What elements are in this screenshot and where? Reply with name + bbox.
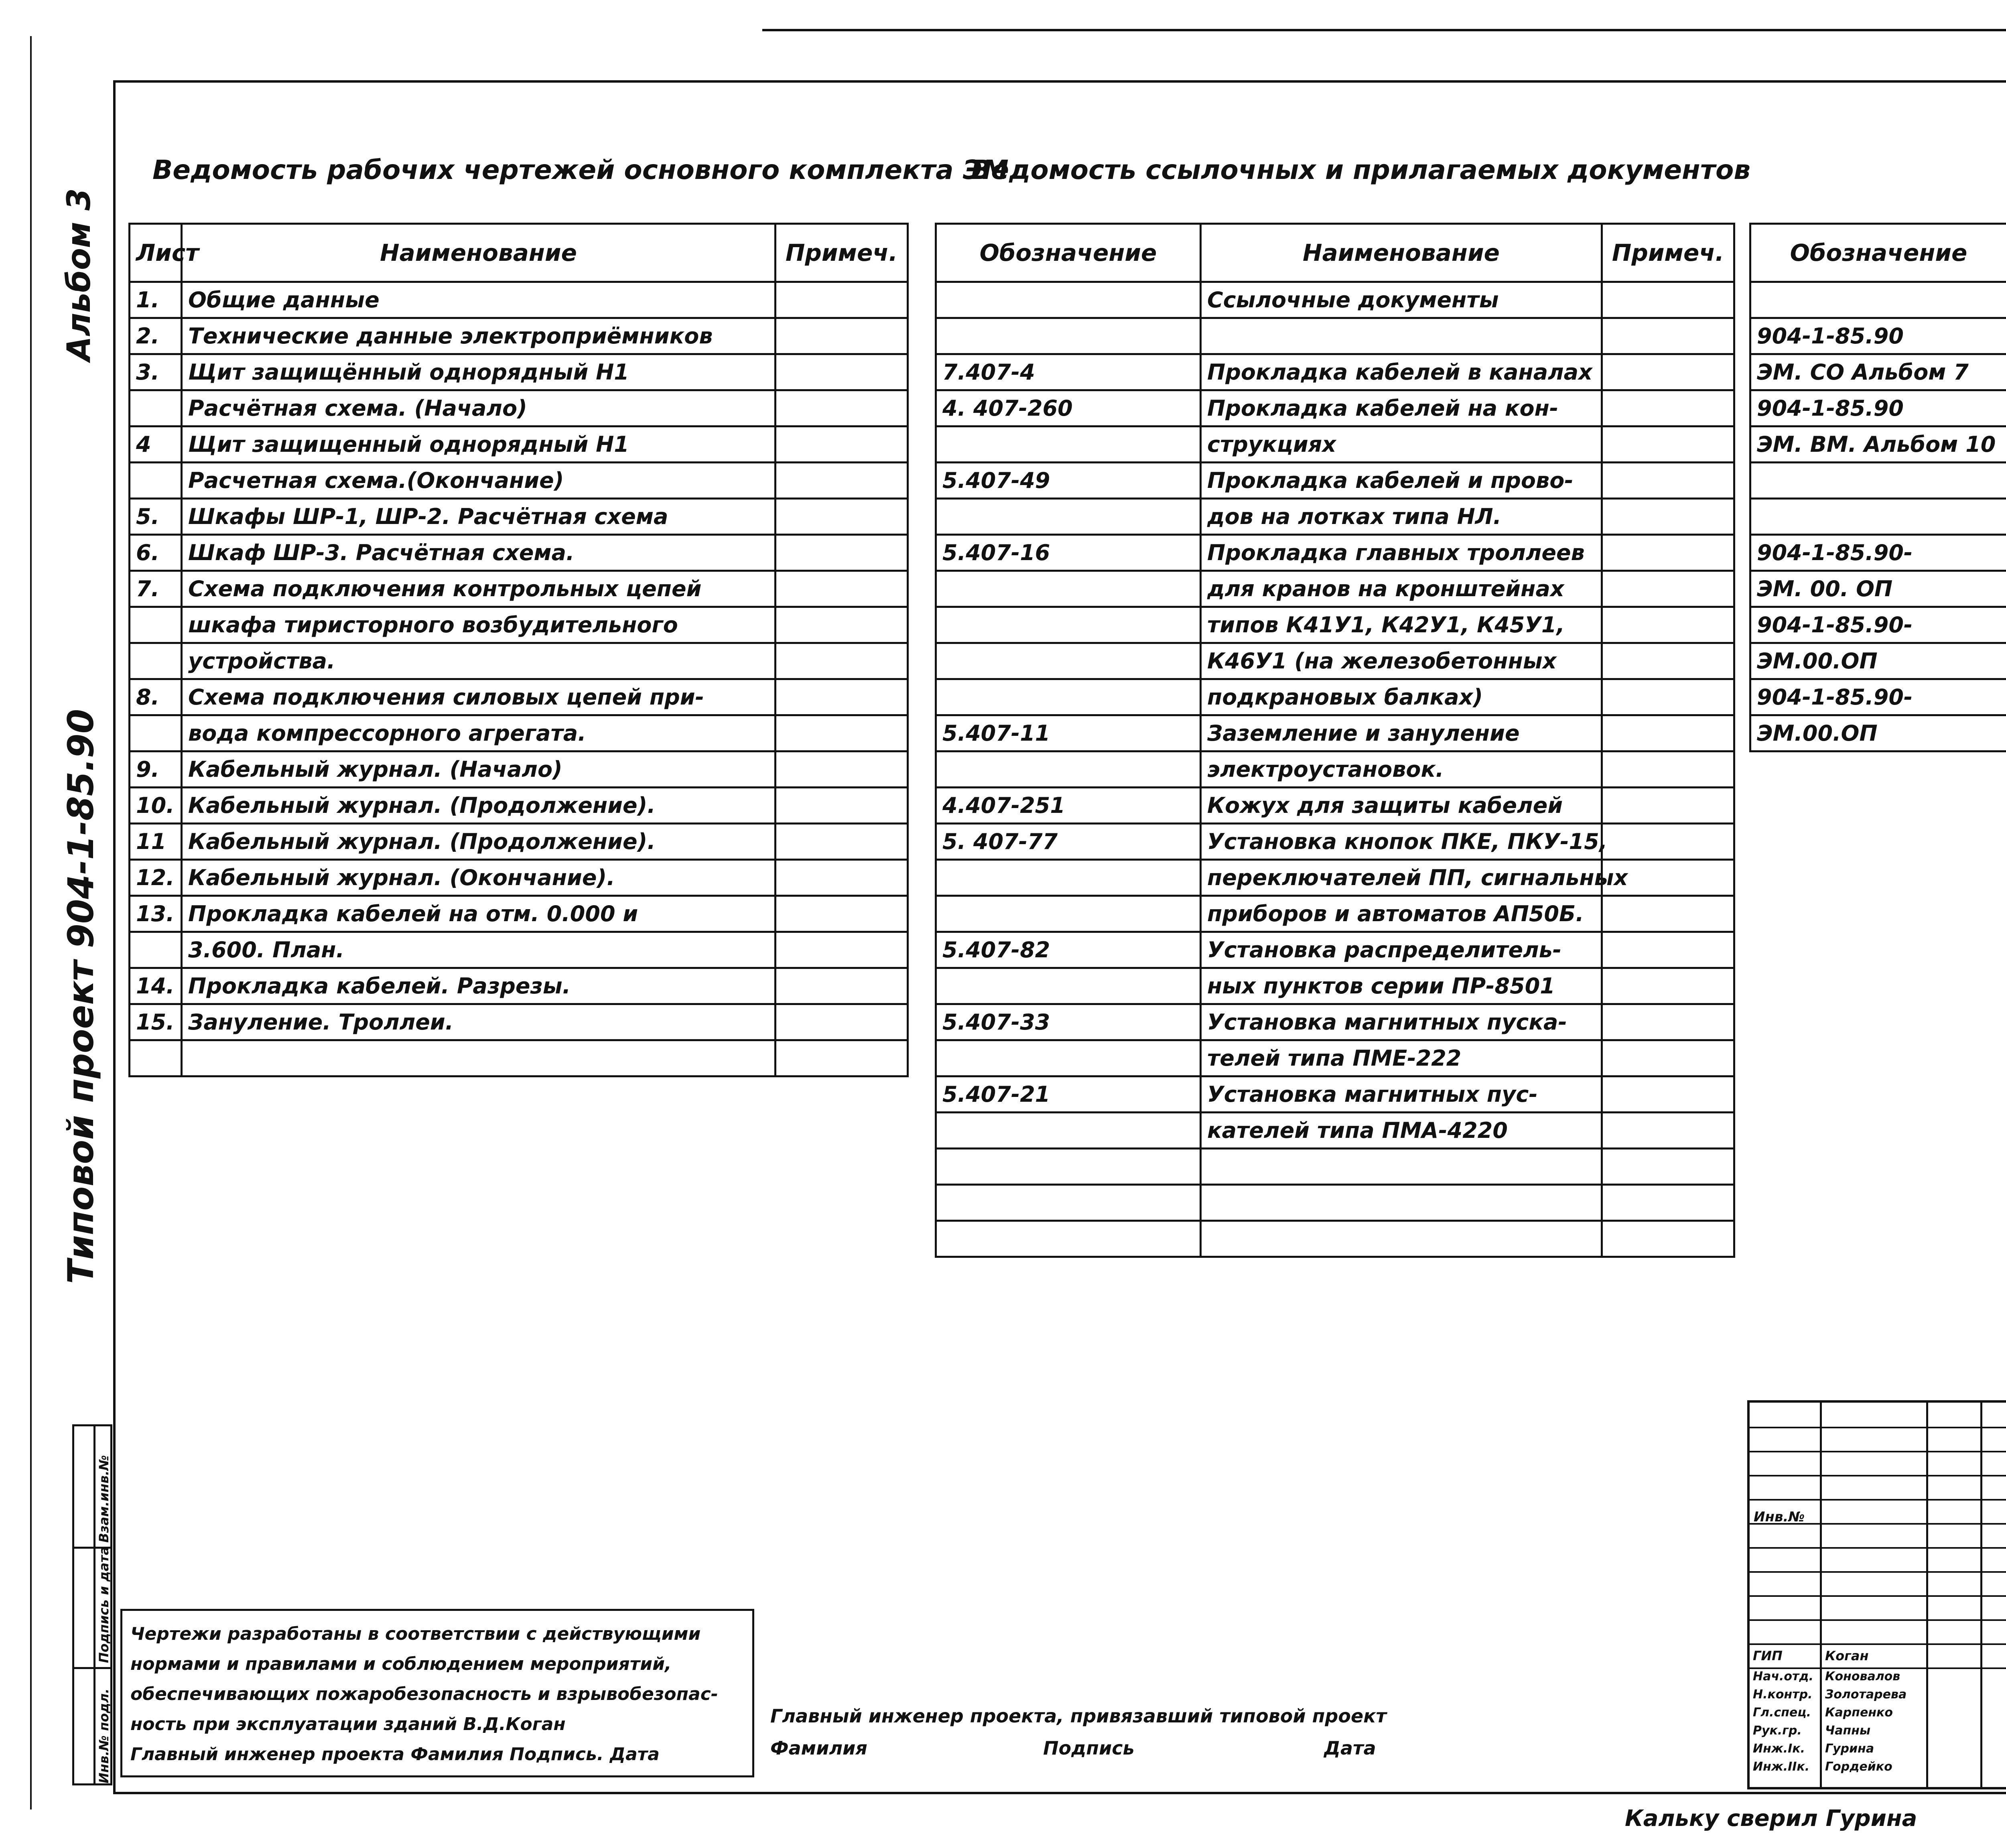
table-row [936,607,1734,643]
table-cell: ЭМ. 00. ОП [1750,571,2006,607]
table-cell [776,860,908,896]
table-cell: 14. [130,968,182,1004]
table-row [130,751,908,788]
table-cell: 4 [130,426,182,463]
table-row [936,788,1734,824]
table-cell: Ссылочные документы [1201,282,1602,318]
person-name: Гордейко [1825,1760,1892,1774]
table-cell [936,679,1201,715]
table-cell: 5.407-16 [936,535,1201,571]
table-cell [776,679,908,715]
table-cell: 10. [130,788,182,824]
table-row [1750,463,2006,499]
person-role: Н.контр. [1753,1688,1813,1702]
table-cell [776,751,908,788]
table-cell: Прокладка кабелей в каналах [1201,354,1602,390]
inv-label: Инв.№ [1754,1509,1805,1525]
table-cell [936,282,1201,318]
engineer-sign: Подпись [1043,1737,1135,1759]
table-cell: приборов и автоматов АП50Б. [1201,896,1602,932]
table-row [936,715,1734,751]
margin-label-sign: Подпись и дата [96,1546,112,1663]
table-cell [776,824,908,860]
table-cell: Щит защищенный однорядный Н1 [182,426,776,463]
table-cell: 13. [130,896,182,932]
table-cell: подкрановых балках) [1201,679,1602,715]
table-cell [130,390,182,426]
table-cell [1602,932,1734,968]
person-role: Нач.отд. [1753,1669,1813,1684]
table-cell [1602,607,1734,643]
table-row [936,968,1734,1004]
table-row [936,1004,1734,1040]
table-cell: 5. 407-77 [936,824,1201,860]
table-cell: 904-1-85.90- [1750,607,2006,643]
table-cell [130,463,182,499]
table-row [936,1113,1734,1149]
table-row [936,896,1734,932]
table-cell: Кабельный журнал. (Начало) [182,751,776,788]
note-line-4: ность при эксплуатации зданий В.Д.Коган [130,1714,566,1734]
table-cell: телей типа ПМЕ-222 [1201,1040,1602,1076]
table-cell: Установка магнитных пус- [1201,1076,1602,1113]
table-cell [776,463,908,499]
note-box [120,1609,754,1777]
table-cell: Установка магнитных пуска- [1201,1004,1602,1040]
margin-label-replace: Взам.инв.№ [96,1455,112,1543]
table-cell: Кожух для защиты кабелей [1201,788,1602,824]
table-cell [1602,426,1734,463]
table-row [1750,715,2006,751]
table-cell [182,1040,776,1076]
table-cell [776,535,908,571]
table-cell: ЭМ.00.ОП [1750,715,2006,751]
table-cell: 12. [130,860,182,896]
table-cell: для кранов на кронштейнах [1201,571,1602,607]
table-cell [776,426,908,463]
table-cell [1602,1076,1734,1113]
table-cell [936,318,1201,354]
table-cell: Кабельный журнал. (Продолжение). [182,824,776,860]
table-row [936,499,1734,535]
table-cell: 5.407-49 [936,463,1201,499]
table-cell [936,499,1201,535]
table-row [1750,607,2006,643]
table-row [130,896,908,932]
table-header-cell: Обозначение [936,224,1201,282]
person-name: Гурина [1825,1742,1874,1756]
table-cell [936,607,1201,643]
table-row [130,535,908,571]
table-cell [1602,679,1734,715]
table-cell: Установка кнопок ПКЕ, ПКУ-15, [1201,824,1602,860]
table-cell [776,968,908,1004]
table-cell [1201,318,1602,354]
table-cell: 904-1-85.90 [1750,318,2006,354]
title-left: Ведомость рабочих чертежей основного комплекта ЭМ [152,154,1009,185]
table-cell [1602,1149,1734,1185]
table-row [1750,643,2006,679]
table-row [130,788,908,824]
table-cell [776,282,908,318]
table-cell [776,788,908,824]
table-cell: 904-1-85.90- [1750,535,2006,571]
table-cell: Прокладка кабелей на кон- [1201,390,1602,426]
top-line [762,29,2006,31]
table-cell: 5.407-82 [936,932,1201,968]
table-cell [1602,282,1734,318]
table-row [130,571,908,607]
table-cell: Кабельный журнал. (Окончание). [182,860,776,896]
table-cell [1602,571,1734,607]
kalka-checked: Кальку сверил Гурина [1625,1805,1917,1832]
table-cell [936,571,1201,607]
table-header-cell: Обозначение [1750,224,2006,282]
table-row [1750,318,2006,354]
table-row [130,860,908,896]
table-row [936,535,1734,571]
table-row [130,824,908,860]
table-cell: 7. [130,571,182,607]
side-project: Типовой проект 904-1-85.90 [60,709,102,1284]
table-row [130,932,908,968]
table-row [130,643,908,679]
table-cell: Схема подключения контрольных цепей [182,571,776,607]
table-cell [776,1040,908,1076]
table-row [936,643,1734,679]
table-row [130,463,908,499]
table-cell [936,643,1201,679]
table-cell [936,1113,1201,1149]
table-row [130,282,908,318]
person-name: Карпенко [1825,1706,1893,1720]
table-cell [1602,354,1734,390]
person-name: Коновалов [1825,1669,1900,1684]
table-cell: ЭМ.00.ОП [1750,643,2006,679]
table-cell: устройства. [182,643,776,679]
table-cell: кателей типа ПМА-4220 [1201,1113,1602,1149]
table-cell [936,968,1201,1004]
engineer-line: Главный инженер проекта, привязавший типовой проект [770,1705,1387,1727]
table-row [130,390,908,426]
table-cell: ных пунктов серии ПР-8501 [1201,968,1602,1004]
table-cell [1201,1221,1602,1257]
table-cell [1602,715,1734,751]
margin-label-inv: Инв.№ подл. [96,1688,112,1783]
table-cell: Прокладка главных троллеев [1201,535,1602,571]
table-cell [936,896,1201,932]
table-cell: Прокладка кабелей. Разрезы. [182,968,776,1004]
person-name: Чапны [1825,1724,1871,1738]
table-cell: ЭМ. СО Альбом 7 [1750,354,2006,390]
table-cell [1750,499,2006,535]
table-row [936,751,1734,788]
table-header-cell: Примеч. [1602,224,1734,282]
table-cell [936,426,1201,463]
table-cell [1602,896,1734,932]
table-row [936,390,1734,426]
table-cell: Расчётная схема. (Начало) [182,390,776,426]
note-line-5: Главный инженер проекта Фамилия Подпись. Дата [130,1744,660,1765]
table-header-cell: Лист [130,224,182,282]
table-header-row [130,224,908,282]
table-cell [776,571,908,607]
person-role: Инж.Iк. [1753,1742,1805,1756]
table-cell [1602,643,1734,679]
table-cell: электроустановок. [1201,751,1602,788]
table-row [936,1221,1734,1257]
table-cell: Общие данные [182,282,776,318]
table-row [936,1185,1734,1221]
table-cell [130,932,182,968]
title-block [1747,1400,2006,1789]
table-row [130,607,908,643]
table-cell [1750,282,2006,318]
table-row [1750,535,2006,571]
table-cell [936,751,1201,788]
table-cell [1201,1149,1602,1185]
table-cell [1201,1185,1602,1221]
table-header-row [936,224,1734,282]
reference-docs-table [935,223,1735,1258]
person-role: ГИП [1753,1648,1783,1663]
table-cell [776,390,908,426]
table-cell: 5. [130,499,182,535]
table-row [1750,426,2006,463]
table-cell [936,860,1201,896]
table-cell [1602,1113,1734,1149]
table-cell: 5.407-33 [936,1004,1201,1040]
table-cell [776,318,908,354]
table-cell [936,1040,1201,1076]
table-row [936,1149,1734,1185]
table-row [936,679,1734,715]
table-cell: Шкаф ШР-3. Расчётная схема. [182,535,776,571]
engineer-fam: Фамилия [770,1737,867,1759]
table-row [130,354,908,390]
table-row [1750,354,2006,390]
attached-docs-table [1749,223,2006,752]
table-row [1750,679,2006,715]
table-cell [1602,968,1734,1004]
engineer-date: Дата [1324,1737,1376,1759]
table-cell: Прокладка кабелей на отм. 0.000 и [182,896,776,932]
table-cell: 5.407-11 [936,715,1201,751]
table-cell: 7.407-4 [936,354,1201,390]
table-cell [776,643,908,679]
table-row [130,679,908,715]
table-header-cell: Наименование [182,224,776,282]
title-right: Ведомость ссылочных и прилагаемых документов [971,154,1751,185]
table-cell [130,643,182,679]
table-cell: 904-1-85.90 [1750,390,2006,426]
table-cell [1750,463,2006,499]
table-cell [776,354,908,390]
table-cell [1602,499,1734,535]
table-row [936,860,1734,896]
side-album: Альбом 3 [60,188,97,361]
table-row [936,282,1734,318]
table-cell [1602,535,1734,571]
table-cell: 8. [130,679,182,715]
table-cell [130,715,182,751]
table-cell [1602,751,1734,788]
table-cell [776,932,908,968]
table-row [130,968,908,1004]
note-line-3: обеспечивающих пожаробезопасность и взрывобезопас- [130,1684,719,1704]
table-cell: 6. [130,535,182,571]
table-row [936,426,1734,463]
table-cell: шкафа тиристорного возбудительного [182,607,776,643]
table-row [936,1076,1734,1113]
person-role: Инж.IIк. [1753,1760,1810,1774]
table-cell: Щит защищённый однорядный Н1 [182,354,776,390]
table-cell [130,607,182,643]
table-cell [776,607,908,643]
table-cell [1602,318,1734,354]
table-row [1750,499,2006,535]
table-cell: 9. [130,751,182,788]
table-cell [776,1004,908,1040]
table-cell: Кабельный журнал. (Продолжение). [182,788,776,824]
person-name: Коган [1825,1648,1869,1663]
left-margin-stamp [72,1424,112,1785]
table-header-cell: Наименование [1201,224,1602,282]
table-row [130,499,908,535]
person-role: Рук.гр. [1753,1724,1802,1738]
table-cell: 3. [130,354,182,390]
table-header-row [1750,224,2006,282]
table-cell: Установка распределитель- [1201,932,1602,968]
table-row [936,318,1734,354]
table-header-cell: Примеч. [776,224,908,282]
table-cell [1602,1040,1734,1076]
person-name: Золотарева [1825,1688,1907,1702]
table-cell: Зануление. Троллеи. [182,1004,776,1040]
table-cell: вода компрессорного агрегата. [182,715,776,751]
table-cell: 3.600. План. [182,932,776,968]
table-row [130,318,908,354]
table-cell [1602,1004,1734,1040]
table-cell: Технические данные электроприёмников [182,318,776,354]
table-row [936,354,1734,390]
table-cell [936,1185,1201,1221]
table-cell [1602,1185,1734,1221]
table-row [130,1004,908,1040]
table-cell: Заземление и зануление [1201,715,1602,751]
table-cell: 1. [130,282,182,318]
table-row [936,571,1734,607]
note-line-1: Чертежи разработаны в соответствии с действующими [130,1624,701,1644]
table-cell: К46У1 (на железобетонных [1201,643,1602,679]
table-cell: типов К41У1, К42У1, К45У1, [1201,607,1602,643]
table-cell: ЭМ. ВМ. Альбом 10 [1750,426,2006,463]
table-row [936,824,1734,860]
table-row [130,715,908,751]
table-cell: 11 [130,824,182,860]
table-cell: 2. [130,318,182,354]
table-cell: 4. 407-260 [936,390,1201,426]
table-cell [776,499,908,535]
table-cell: Прокладка кабелей и прово- [1201,463,1602,499]
table-row [936,463,1734,499]
table-cell: струкциях [1201,426,1602,463]
table-row [130,1040,908,1076]
table-cell: Шкафы ШР-1, ШР-2. Расчётная схема [182,499,776,535]
table-cell: Расчетная схема.(Окончание) [182,463,776,499]
table-cell [1602,463,1734,499]
table-cell: 904-1-85.90- [1750,679,2006,715]
table-cell: переключателей ПП, сигнальных [1201,860,1602,896]
table-cell: Схема подключения силовых цепей при- [182,679,776,715]
table-cell: 4.407-251 [936,788,1201,824]
table-cell [776,715,908,751]
table-cell [1602,824,1734,860]
table-cell [776,896,908,932]
table-row [936,932,1734,968]
table-cell: 5.407-21 [936,1076,1201,1113]
table-cell: 15. [130,1004,182,1040]
note-line-2: нормами и правилами и соблюдением мероприятий, [130,1654,672,1674]
table-row [1750,390,2006,426]
table-row [1750,571,2006,607]
person-role: Гл.спец. [1753,1706,1811,1720]
table-cell [1602,1221,1734,1257]
table-cell [936,1149,1201,1185]
table-cell: дов на лотках типа НЛ. [1201,499,1602,535]
table-cell [130,1040,182,1076]
table-row [1750,282,2006,318]
table-cell [936,1221,1201,1257]
table-row [130,426,908,463]
table-cell [1602,390,1734,426]
table-cell [1602,788,1734,824]
drawings-table [128,223,909,1077]
table-row [936,1040,1734,1076]
